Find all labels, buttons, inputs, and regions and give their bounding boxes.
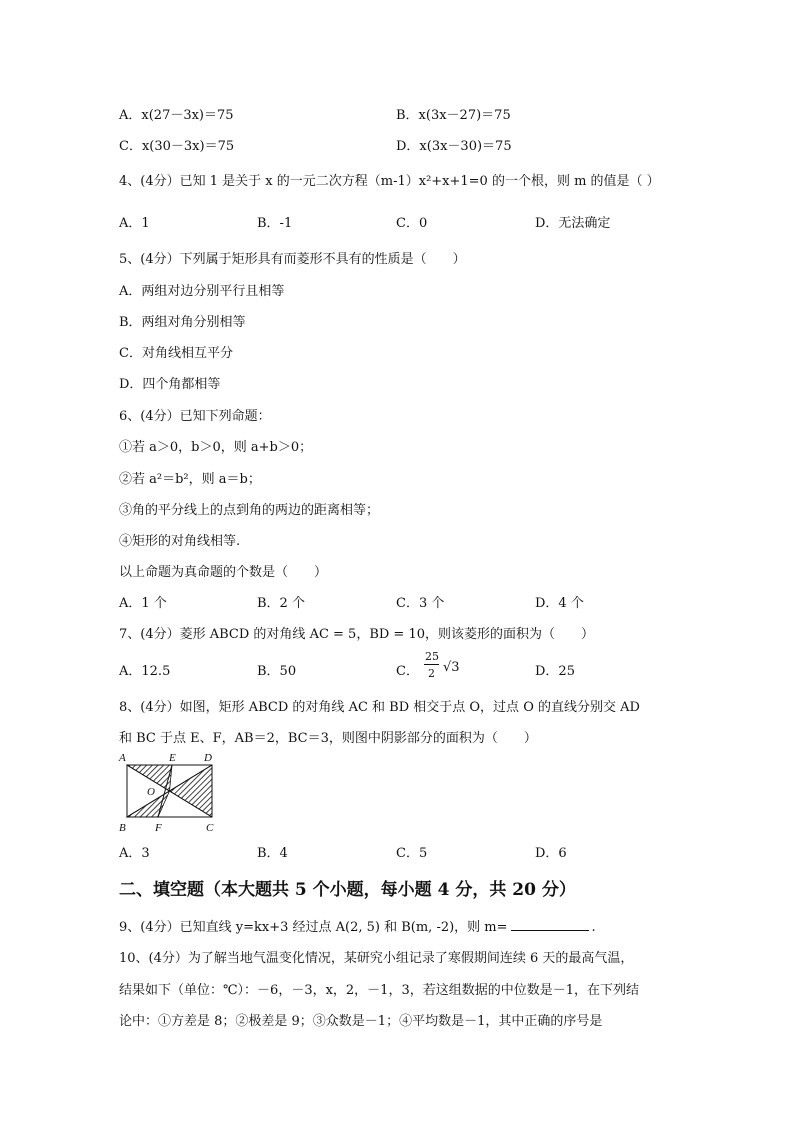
q3-option-d: D．x(3x－30)＝75 bbox=[396, 139, 512, 154]
q3-option-b: B．x(3x－27)＝75 bbox=[396, 108, 511, 123]
q9-stem: 9、(4分）已知直线 y=kx+3 经过点 A(2, 5) 和 B(m, -2)，则 m= bbox=[119, 920, 508, 935]
q5-stem: 5、(4分）下列属于矩形具有而菱形不具有的性质是（ ） bbox=[119, 252, 466, 267]
q5-option-d: D．四个角都相等 bbox=[119, 377, 221, 392]
q6-proposition-4: ④矩形的对角线相等. bbox=[119, 534, 241, 549]
q9-line bbox=[119, 916, 596, 935]
vertex-label-e: E bbox=[169, 752, 176, 764]
q3-option-c: C．x(30－3x)＝75 bbox=[119, 139, 235, 154]
q4-option-d: D．无法确定 bbox=[535, 216, 611, 231]
q6-option-b: B．2 个 bbox=[257, 596, 305, 611]
q7-option-c-denominator: 2 bbox=[428, 667, 435, 680]
q8-stem-line2: 和 BC 于点 E、F，AB＝2，BC＝3，则图中阴影部分的面积为（ ） bbox=[119, 731, 537, 746]
q4-option-c: C．0 bbox=[396, 216, 428, 231]
q5-option-c: C．对角线相互平分 bbox=[119, 346, 233, 361]
vertex-label-d: D bbox=[204, 752, 212, 764]
q3-option-a: A．x(27－3x)＝75 bbox=[119, 108, 234, 123]
vertex-label-a: A bbox=[119, 752, 126, 764]
q10-line1: 10、(4分）为了解当地气温变化情况，某研究小组记录了寒假期间连续 6 天的最高气温， bbox=[119, 951, 634, 966]
q7-option-b: B．50 bbox=[257, 664, 297, 679]
rectangle-figure bbox=[117, 749, 222, 837]
vertex-label-f: F bbox=[155, 822, 162, 834]
q6-option-c: C．3 个 bbox=[396, 596, 445, 611]
q6-option-a: A．1 个 bbox=[119, 596, 167, 611]
q6-proposition-2: ②若 a²＝b²，则 a＝b； bbox=[119, 472, 261, 487]
q5-option-b: B．两组对角分别相等 bbox=[119, 315, 246, 330]
vertex-label-o: O bbox=[147, 786, 155, 798]
q6-option-d: D．4 个 bbox=[535, 596, 584, 611]
q7-option-c-radical: √3 bbox=[443, 660, 460, 675]
q7-option-a: A．12.5 bbox=[119, 664, 171, 679]
q8-stem-line1: 8、(4分）如图，矩形 ABCD 的对角线 AC 和 BD 相交于点 O，过点 O 的直线分别交 AD bbox=[119, 700, 640, 715]
q6-proposition-1: ①若 a＞0，b＞0，则 a+b＞0； bbox=[119, 440, 313, 455]
q8-option-b: B．4 bbox=[257, 846, 288, 861]
answer-blank[interactable] bbox=[511, 918, 589, 931]
q6-proposition-3: ③角的平分线上的点到角的两边的距离相等； bbox=[119, 503, 380, 518]
vertex-label-b: B bbox=[119, 822, 126, 834]
q7-option-d: D．25 bbox=[535, 664, 575, 679]
q10-line3: 论中：①方差是 8；②极差是 9；③众数是－1；④平均数是－1，其中正确的序号是 bbox=[119, 1014, 603, 1029]
section-heading-fill-in: 二、填空题（本大题共 5 个小题，每小题 4 分，共 20 分） bbox=[119, 880, 576, 900]
vertex-label-c: C bbox=[206, 822, 214, 834]
q8-option-a: A．3 bbox=[119, 846, 150, 861]
q4-stem: 4、(4分）已知 1 是关于 x 的一元二次方程（m-1）x²+x+1=0 的一个根，则 m 的值是（ ） bbox=[119, 174, 660, 189]
q10-line2: 结果如下（单位：℃）：－6，－3，x，2，－1，3，若这组数据的中位数是－1，在下列结 bbox=[119, 983, 640, 998]
q7-option-c-label: C． bbox=[396, 664, 419, 679]
q4-option-a: A．1 bbox=[119, 216, 150, 231]
fraction-bar bbox=[424, 664, 439, 665]
q7-stem: 7、(4分）菱形 ABCD 的对角线 AC = 5，BD = 10，则该菱形的面积为（ ） bbox=[119, 627, 595, 642]
q4-option-b: B．-1 bbox=[257, 216, 293, 231]
q9-tail: . bbox=[591, 920, 596, 935]
q7-option-c-numerator: 25 bbox=[425, 650, 439, 663]
q5-option-a: A．两组对边分别平行且相等 bbox=[119, 284, 285, 299]
q6-question: 以上命题为真命题的个数是（ ） bbox=[119, 565, 328, 580]
q6-stem: 6、(4分）已知下列命题： bbox=[119, 409, 271, 424]
q8-option-d: D．6 bbox=[535, 846, 567, 861]
q8-option-c: C．5 bbox=[396, 846, 428, 861]
shaded-triangle-odc bbox=[170, 765, 213, 817]
